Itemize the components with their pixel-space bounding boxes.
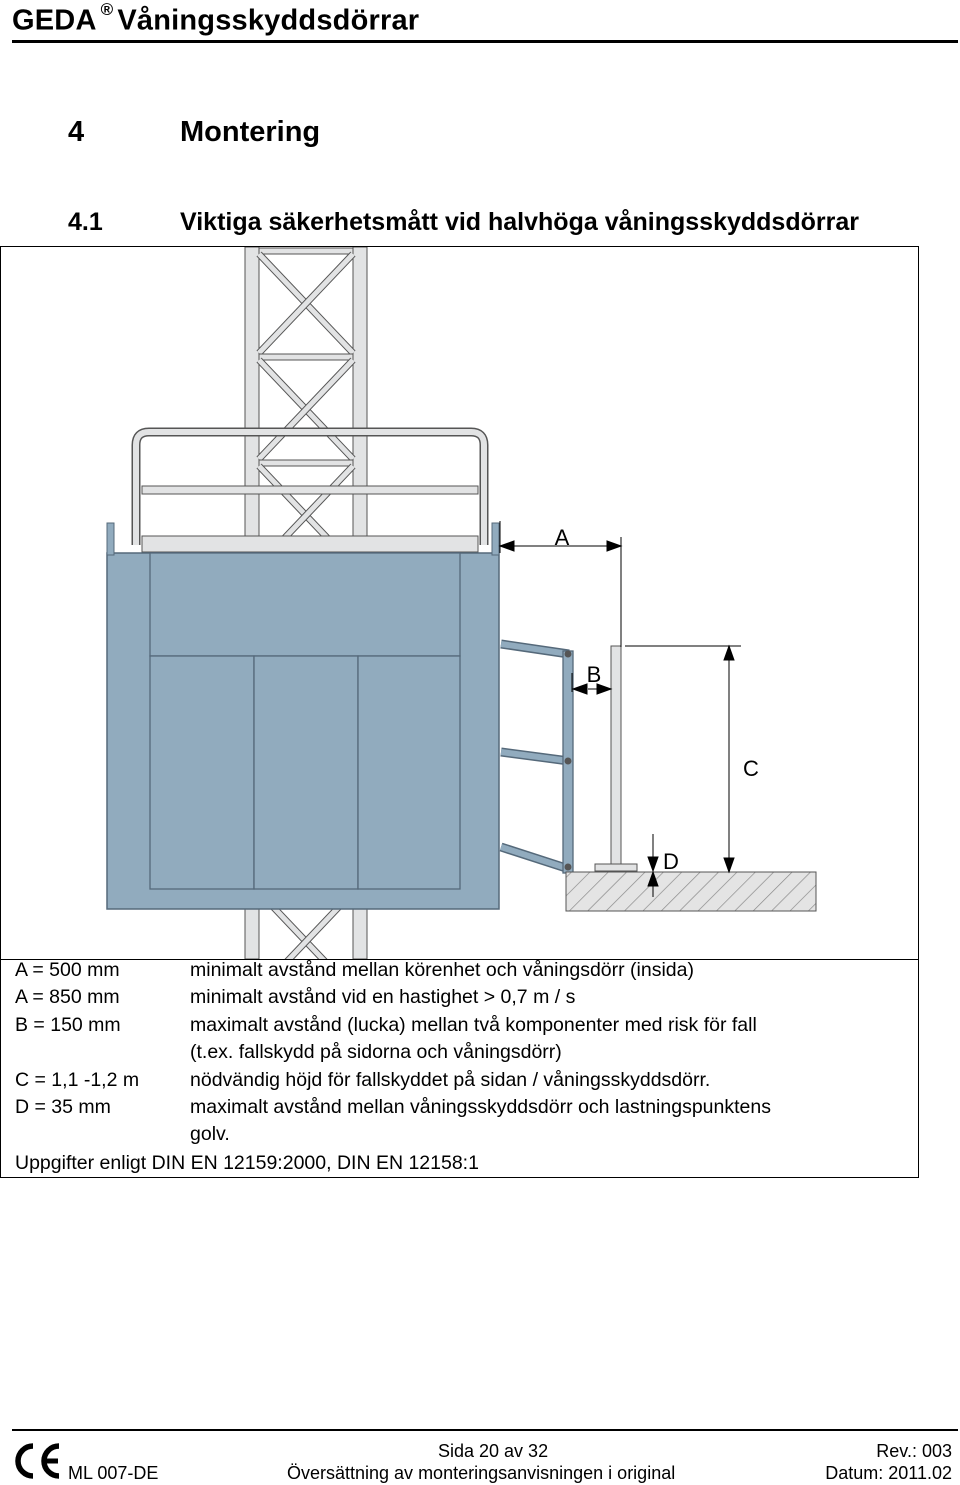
spec-description: (t.ex. fallskydd på sidorna och våningsdörr)	[190, 1041, 562, 1064]
document-date: Datum: 2011.02	[825, 1463, 952, 1483]
dimension-label-d: D	[663, 849, 679, 874]
brand-name: GEDA	[12, 4, 97, 37]
header-divider	[12, 40, 958, 43]
hoist-cage-diagram	[1, 247, 918, 959]
spec-key: D = 35 mm	[15, 1096, 111, 1118]
translation-note: Översättning av monteringsanvisningen i original	[287, 1463, 676, 1483]
ce-mark-icon	[12, 1441, 64, 1481]
mast-lattice-segment	[259, 460, 353, 466]
document-id: ML 007-DE	[68, 1463, 159, 1483]
safety-dimensions-figure	[0, 246, 919, 960]
page-number: Sida 20 av 32	[438, 1441, 549, 1461]
header-title: Våningsskyddsdörrar	[117, 4, 420, 37]
section-title: Montering	[180, 116, 321, 148]
roof-railing	[136, 432, 484, 552]
spec-description: minimalt avstånd vid en hastighet > 0,7 m / s	[190, 986, 576, 1009]
safety-dimensions-table	[0, 957, 919, 1178]
dimension-label-c: C	[743, 756, 759, 781]
dimension-label-a: A	[554, 525, 570, 550]
spec-key: A = 500 mm	[15, 959, 120, 981]
mast-lattice-segment	[259, 248, 353, 254]
landing-floor	[566, 872, 816, 911]
dimension-label-b: B	[586, 662, 602, 687]
spec-description: golv.	[190, 1123, 230, 1146]
revision: Rev.: 003	[876, 1441, 952, 1461]
spec-description: maximalt avstånd mellan våningsskyddsdörr och lastningspunktens	[190, 1096, 771, 1118]
subsection-title: Viktiga säkerhetsmått vid halvhöga våningsskyddsdörrar	[180, 208, 859, 236]
spec-key: B = 150 mm	[15, 1013, 121, 1036]
side-fall-protection	[501, 644, 573, 873]
subsection-number: 4.1	[68, 208, 103, 236]
standards-source-note: Uppgifter enligt DIN EN 12159:2000, DIN EN 12158:1	[15, 1152, 479, 1174]
spec-description: minimalt avstånd mellan körenhet och våningsdörr (insida)	[190, 959, 694, 981]
spec-key: A = 850 mm	[15, 986, 120, 1009]
registered-mark: ®	[100, 0, 114, 19]
spec-description: maximalt avstånd (lucka) mellan två komponenter med risk för fall	[190, 1013, 757, 1036]
section-number: 4	[68, 116, 85, 148]
mast-lattice-segment	[259, 354, 353, 360]
footer-divider	[12, 1429, 958, 1431]
spec-key: C = 1,1 -1,2 m	[15, 1068, 140, 1091]
spec-description: nödvändig höjd för fallskyddet på sidan / våningsskyddsdörr.	[190, 1068, 711, 1091]
document-header	[12, 0, 420, 38]
